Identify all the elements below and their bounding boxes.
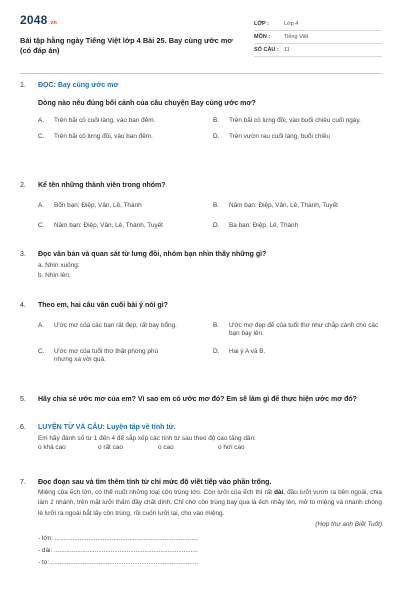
option-text: Ước mơ của các bạn rất đẹp, rất bay bổng.: [54, 321, 177, 329]
option-letter: C.: [38, 132, 45, 140]
word-choice[interactable]: o khá cao: [38, 443, 66, 451]
option-text: Năm bạn: Điệp, Vân, Lê, Thành, Tuyết: [229, 201, 338, 209]
word-choices: [38, 444, 382, 452]
question-text: Đọc đoạn sau và tìm thêm tính từ chỉ mức độ viết tiếp vào phần trống.: [38, 479, 272, 486]
header: [20, 14, 382, 57]
option-text: Trên bãi cỏ lưng đồi, vào ban đêm.: [54, 132, 153, 140]
option-text: Ba bạn: Điệp, Lê, Thành: [229, 221, 299, 229]
word-choice[interactable]: o cao: [158, 443, 174, 451]
option-letter: D.: [213, 221, 220, 229]
fill-line-dai[interactable]: - dài: .................................................................................: [38, 547, 198, 555]
option-letter: B.: [213, 321, 220, 329]
option-d[interactable]: [213, 222, 382, 230]
question-number: 3.: [20, 251, 26, 258]
question-text: Dòng nào nêu đúng bối cảnh của câu chuyện Bay cùng ước mơ?: [38, 99, 256, 107]
option-text: Trên vườn rau cuối làng, buổi chiều: [229, 132, 330, 140]
answer-line-a: a. Nhìn xuống:: [38, 261, 80, 269]
reading-passage: [38, 488, 382, 520]
answer-options: [38, 322, 382, 364]
option-b[interactable]: [213, 117, 382, 125]
option-letter: B.: [213, 116, 220, 124]
meta-value: 11: [284, 46, 290, 53]
section-heading: LUYỆN TỪ VÀ CÂU: Luyện tập về tính từ.: [38, 424, 176, 431]
meta-row-count: [254, 44, 382, 57]
meta-row-class: [254, 18, 382, 31]
question-4: [20, 302, 382, 364]
question-number: 2.: [20, 182, 26, 189]
question-number: 4.: [20, 302, 26, 309]
section-heading: ĐỌC: Bay cùng ước mơ: [38, 82, 119, 89]
question-text: Theo em, hai câu văn cuối bài ý nói gì?: [38, 302, 168, 309]
option-c[interactable]: [38, 133, 207, 141]
option-text: Bốn bạn: Điệp, Vân, Lê, Thành: [54, 201, 142, 209]
word-choice[interactable]: o hơi cao: [218, 443, 245, 451]
question-3: [20, 251, 382, 281]
site-logo[interactable]: [20, 14, 242, 30]
passage-highlight: dài: [274, 488, 284, 496]
passage-source: (Hợp thư anh Biết Tuốt): [315, 521, 382, 529]
logo-text: 2048: [20, 13, 48, 27]
option-text: Năm bạn: Điệp, Vân, Lê, Thành, Tuyết: [54, 221, 163, 229]
passage-part: Miệng của ếch lớn, có thể nuốt những loại côn trùng lớn. Còn lưỡi của ếch thì rất: [38, 488, 275, 496]
meta-value: Lớp 4: [284, 20, 299, 27]
option-letter: D.: [213, 347, 220, 355]
option-letter: D.: [213, 132, 220, 140]
header-left: [20, 14, 242, 57]
meta-key: SỐ CÂU :: [254, 46, 279, 53]
meta-key: MÔN :: [254, 33, 271, 40]
option-c[interactable]: [38, 348, 207, 364]
option-d[interactable]: [213, 133, 382, 141]
option-b[interactable]: [213, 322, 382, 338]
question-number: 6.: [20, 424, 26, 431]
option-c[interactable]: [38, 222, 207, 230]
option-a[interactable]: [38, 117, 207, 125]
option-text: Trên bãi cỏ lưng đồi, vào buổi chiều cuối ngày.: [229, 116, 361, 124]
question-text: Hãy chia sẻ ước mơ của em? Vì sao em có ước mơ đó? Em sẽ làm gì để thực hiện ước mơ đó?: [38, 396, 357, 403]
answer-options: [38, 202, 382, 230]
meta-key: LỚP :: [254, 20, 269, 27]
passage-part: , đầu lưỡi vươn ra bên ngoài, chia làm 2 nhánh, trên mặt lưỡi thấm đầy chất dính. Chỉ chờ côn trùng bay qua là ếch nhảy lên, mở to miệng và nhanh chóng lè lưỡi ra ngoài bắt lấy côn trùng, rồi cuốn lưỡi lại, cho vào miệng.: [38, 488, 382, 517]
option-a[interactable]: [38, 202, 207, 210]
answer-options: [38, 117, 382, 141]
header-divider: [20, 73, 382, 74]
question-number: 7.: [20, 479, 26, 486]
option-d[interactable]: [213, 348, 382, 364]
logo-suffix: .vn: [48, 20, 58, 26]
meta-row-subject: [254, 31, 382, 44]
question-1: [20, 82, 382, 141]
option-text: Ước mơ của tuổi thơ thật phong phú nhưng xa vời quá.: [54, 347, 159, 363]
meta-value: Tiếng Việt: [284, 33, 309, 40]
instruction-text: Em hãy đánh số từ 1 đến 4 để sắp xếp các tính từ sau theo độ cao tăng dần:: [38, 434, 256, 442]
meta-table: [254, 18, 382, 57]
option-letter: A.: [38, 116, 45, 124]
question-2: [20, 182, 382, 230]
question-number: 1.: [20, 82, 26, 89]
answer-line-b: b. Nhìn lên:: [38, 271, 71, 279]
question-number: 5.: [20, 396, 26, 403]
option-letter: C.: [38, 347, 45, 355]
question-text: Đọc văn bản và quan sát từ lưng đồi, nhóm bạn nhìn thấy những gì?: [38, 251, 267, 258]
option-letter: B.: [213, 201, 220, 209]
page-title: Bài tập hằng ngày Tiếng Việt lớp 4 Bài 25. Bay cùng ước mơ (có đáp án): [20, 36, 233, 55]
option-text: Trên bãi cỏ cuối làng, vào ban đêm.: [54, 116, 156, 124]
option-letter: A.: [38, 321, 45, 329]
option-b[interactable]: [213, 202, 382, 210]
option-text: Hai ý A và B.: [229, 347, 266, 355]
word-choice[interactable]: o rất cao: [98, 443, 123, 451]
option-a[interactable]: [38, 322, 207, 338]
option-letter: A.: [38, 201, 45, 209]
question-5: [20, 396, 382, 405]
fill-line-lon[interactable]: - lớn: .................................................................................: [38, 535, 199, 543]
fill-line-to[interactable]: - to: ...................................................................................: [38, 559, 199, 567]
question-6: [20, 424, 382, 452]
option-text: Ước mơ đẹp đẽ của tuổi thơ như chắp cánh cho các bạn bay lên.: [229, 321, 379, 337]
question-7: [20, 479, 382, 569]
question-text: Kể tên những thành viên trong nhóm?: [38, 182, 166, 189]
option-letter: C.: [38, 221, 45, 229]
